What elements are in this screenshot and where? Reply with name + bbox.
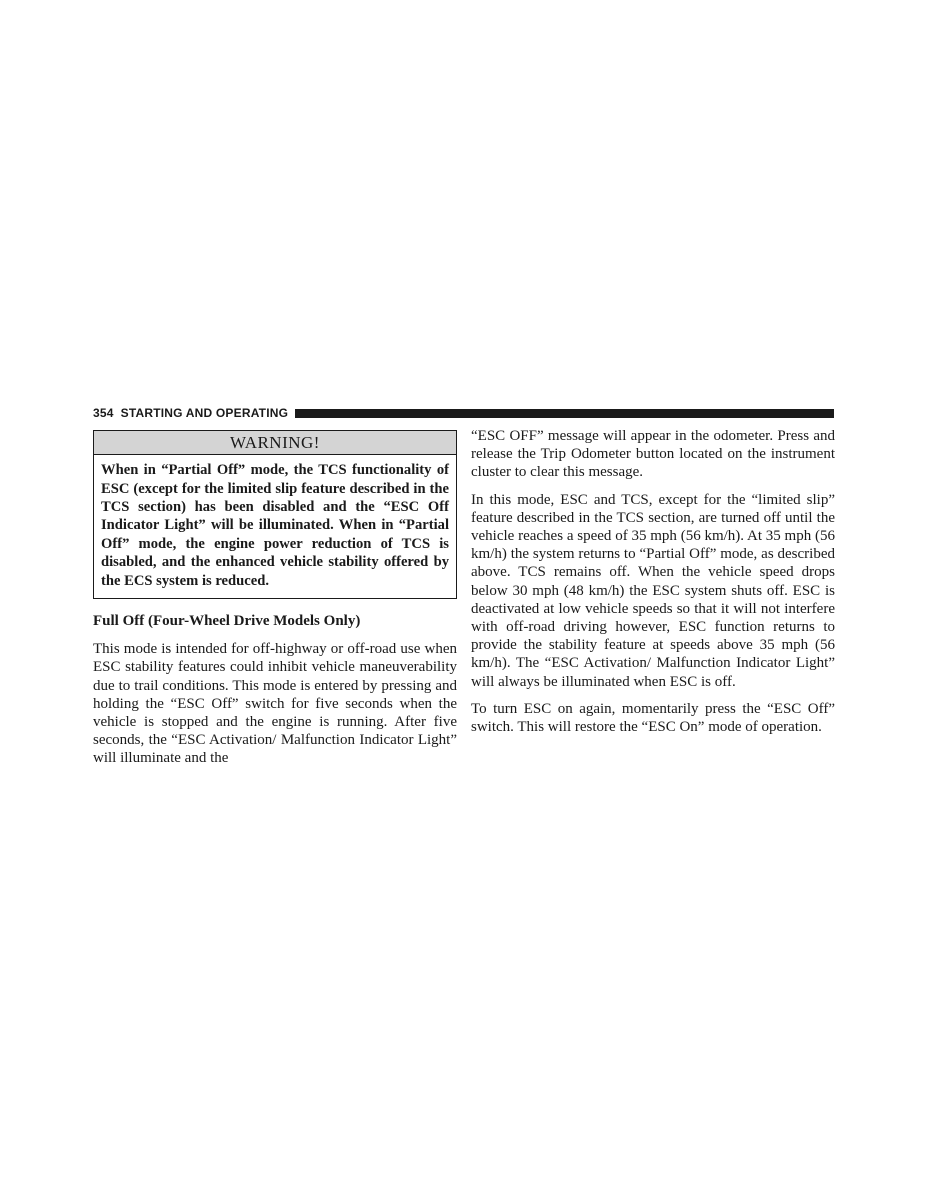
warning-body: When in “Partial Off” mode, the TCS functionality of ESC (except for the limited slip feature described in the TCS section) has been disabled and the “ESC Off Indicator Light” will be illuminated. When in “Partial Off” mode, the engine power reduction of TCS is disabled, and the enhanced vehicle stability offered by the ECS system is reduced. — [101, 462, 449, 589]
full-off-heading: Full Off (Four-Wheel Drive Models Only) — [93, 613, 361, 630]
section-title: STARTING AND OPERATING — [120, 406, 289, 420]
full-off-mode-paragraph: In this mode, ESC and TCS, except for the “limited slip” feature described in the TCS section, are turned off until the vehicle reaches a speed of 35 mph (56 km/h). At 35 mph (56 km/h) the system returns to “Partial Off” mode, as described above. TCS remains off. When the vehicle speed drops below 30 mph (48 km/h) the ESC system shuts off. ESC is deactivated at low vehicle speeds so that it will not interfere with off-road driving however, ESC function returns to provide the stability feature at speeds above 35 mph (56 km/h). The “ESC Activation/ Malfunction Indicator Light” will always be illuminated when ESC is off. — [471, 491, 835, 690]
header-rule — [295, 409, 834, 418]
left-column — [93, 427, 457, 768]
warning-title: WARNING! — [94, 431, 456, 455]
full-off-paragraph: This mode is intended for off-highway or off-road use when ESC stability features could inhibit vehicle maneuverability due to trail conditions. This mode is entered by pressing and holding the “ESC Off” switch for five seconds when the vehicle is stopped and the engine is running. After five seconds, the “ESC Activation/ Malfunction Indicator Light” will illuminate and the — [93, 641, 457, 767]
page-number: 354 — [93, 406, 114, 420]
right-column — [471, 427, 835, 736]
turn-esc-on-paragraph: To turn ESC on again, momentarily press the “ESC Off” switch. This will restore the “ESC On” mode of operation. — [471, 700, 835, 736]
warning-box — [93, 430, 457, 599]
esc-off-message-paragraph: “ESC OFF” message will appear in the odometer. Press and release the Trip Odometer button located on the instrument cluster to clear this message. — [471, 428, 835, 481]
page-header — [93, 405, 834, 421]
